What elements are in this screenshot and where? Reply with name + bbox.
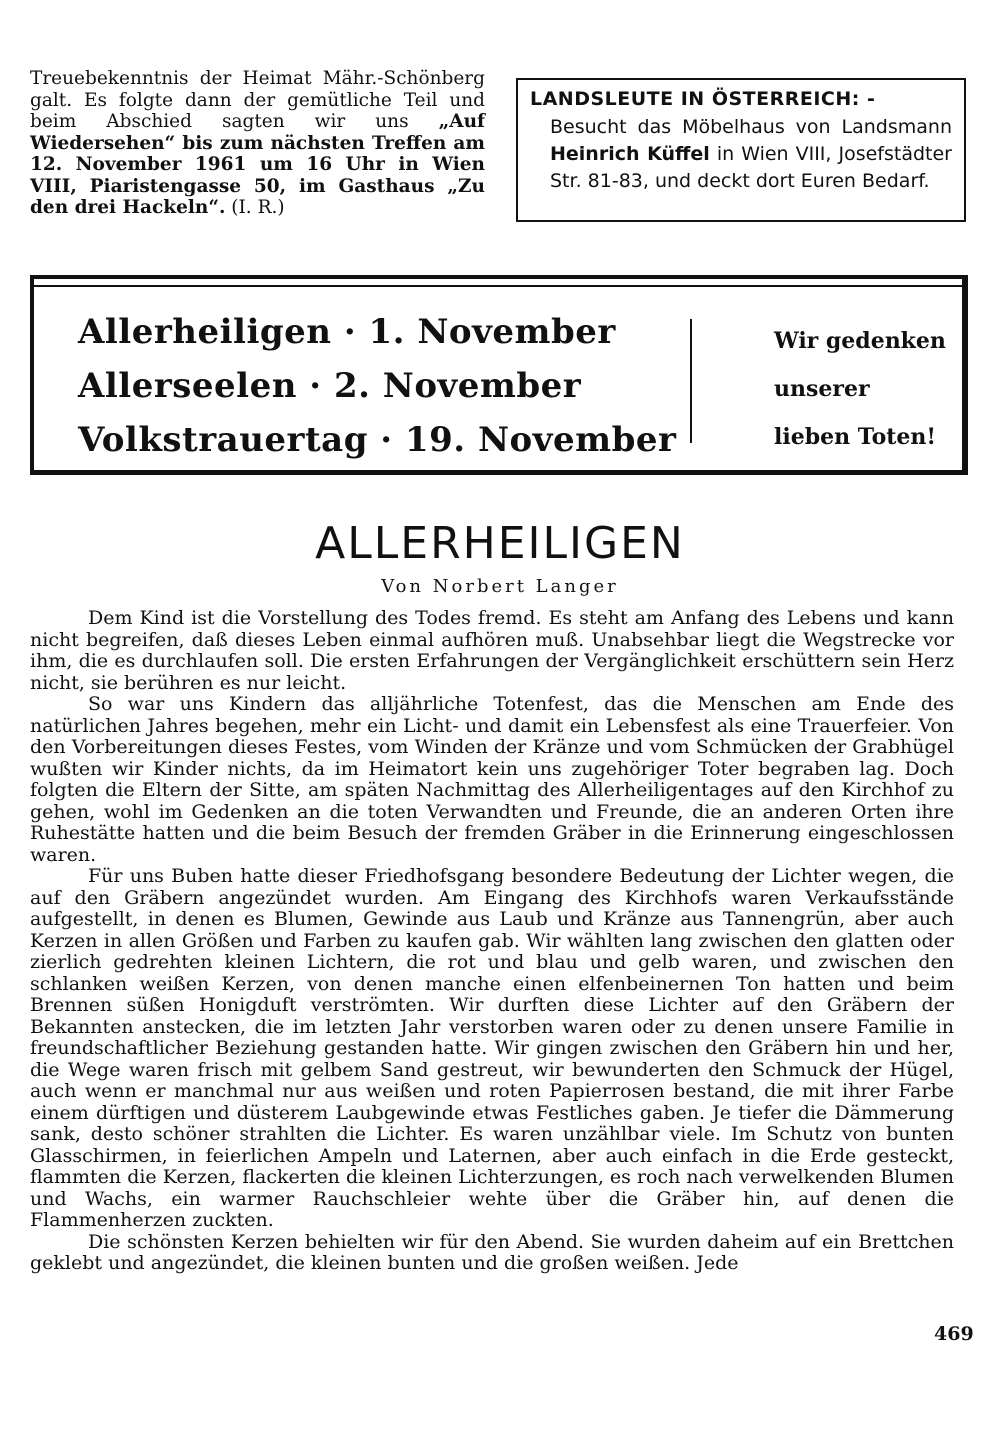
ad-text	[530, 114, 952, 195]
article-paragraph: Für uns Buben hatte dieser Friedhofsgang besondere Bedeutung der Lichter wegen, die auf den Gräbern angezündet wurden. Am Eingang des Kirchhofs waren Verkaufsstände aufgestellt, in denen es Blumen, Gewinde aus Laub und Kränze aus Tannengrün, aber auch Kerzen in allen Größen und Farben zu kaufen gab. Wir wählten lang zwischen den glatten oder zierlich gedrehten kleinen Lichtern, die rot und blau und gelb waren, und zwischen den schlanken weißen Kerzen, von denen manche einen elfenbeinernen Ton hatten und beim Brennen süßen Honigduft verströmten. Wir durften diese Lichter auf den Gräbern der Bekannten anstecken, die im letzten Jahr verstorben waren oder zu denen unsere Familie in freundschaftlicher Beziehung gestanden hatte. Wir gingen zwischen den Gräbern hin und her, die Wege waren frisch mit gelbem Sand gestreut, wir bewunderten den Schmuck der Hügel, auch wenn er manchmal nur aus weißen und roten Papierrosen bestand, die mit ihrer Farbe einem dürftigen und düsterem Laubgewinde etwas Festliches gaben. Je tiefer die Dämmerung sank, desto schöner strahlten die Lichter. Es waren unzählbar viele. Im Schutz von bunten Glasschirmen, in feierlichen Ampeln und Laternen, aber auch einfach in die Erde gesteckt, flammten die Kerzen, flackerten die kleinen Lichterzungen, es roch nach verwelkenden Blumen und Wachs, ein warmer Rauchschleier wehte über die Gräber hin, auf denen die Flammenherzen zuckten.	[30, 865, 954, 1231]
ad-title: LANDSLEUTE IN ÖSTERREICH: -	[530, 88, 876, 110]
intro-lead: Treuebekenntnis der Heimat Mähr.-Schönberg galt. Es folgte dann der gemütliche Teil und beim Abschied sagten wir uns	[30, 68, 485, 132]
holiday-item: Allerheiligen · 1. November	[78, 312, 616, 352]
advertisement-box	[516, 78, 966, 222]
remembrance-line: lieben Toten!	[774, 424, 937, 450]
ad-line1: Besucht das Möbelhaus von Landsmann	[550, 116, 952, 138]
article-byline: Von Norbert Langer	[381, 576, 619, 597]
remembrance-text	[774, 317, 946, 461]
remembrance-line: unserer	[774, 376, 870, 402]
intro-paragraph	[30, 68, 485, 219]
article-paragraph: Die schönsten Kerzen behielten wir für den Abend. Sie wurden daheim auf ein Brettchen geklebt und angezündet, die kleinen bunten und die großen weißen. Jede	[30, 1230, 954, 1274]
intro-tail: (I. R.)	[225, 197, 285, 218]
intro-bold: „Auf Wiedersehen“ bis zum nächsten Treffen am 12. November 1961 um 16 Uhr in Wien VIII, Piaristengasse 50, im Gasthaus „Zu den drei Hackeln“.	[30, 111, 485, 218]
holiday-divider	[690, 319, 692, 443]
article-paragraph: So war uns Kindern das alljährliche Totenfest, das die Menschen am Ende des natürlichen Jahres begehen, mehr ein Licht- und damit ein Lebensfest als eine Trauerfeier. Von den Vorbereitungen dieses Festes, vom Winden der Kränze und vom Schmücken der Grabhügel wußten wir Kinder nichts, da im Heimatort kein uns zugehöriger Toter begraben lag. Doch folgten die Eltern der Sitte, am späten Nachmittag des Allerheiligentages auf den Kirchhof zu gehen, wohl im Gedenken an die toten Verwandten und Freunde, die an anderen Orten ihre Ruhestätte hatten und die beim Besuch der fremden Gräber in die Erinnerung eingeschlossen waren.	[30, 693, 954, 866]
ad-line2: in Wien VIII, Josefstädter Str. 81-83, und deckt dort Euren Bedarf.	[550, 143, 952, 192]
article-body	[30, 608, 954, 1275]
page-number: 469	[934, 1323, 974, 1345]
holiday-list	[78, 305, 676, 467]
article-title: ALLERHEILIGEN	[315, 518, 685, 569]
holiday-item: Volkstrauertag · 19. November	[78, 420, 677, 460]
remembrance-line: Wir gedenken	[774, 328, 946, 354]
holiday-box	[30, 275, 968, 475]
holiday-item: Allerseelen · 2. November	[78, 366, 582, 406]
article-paragraph: Dem Kind ist die Vorstellung des Todes fremd. Es steht am Anfang des Lebens und kann nicht begreifen, daß dieses Leben einmal aufhören muß. Unabsehbar liegt die Wegstrecke vor ihm, die es durchlaufen soll. Die ersten Erfahrungen der Vergänglichkeit erschüttern sein Herz nicht, sie berühren es nur leicht.	[30, 607, 954, 694]
holiday-box-rule	[34, 285, 962, 287]
ad-name: Heinrich Küffel	[550, 143, 710, 165]
